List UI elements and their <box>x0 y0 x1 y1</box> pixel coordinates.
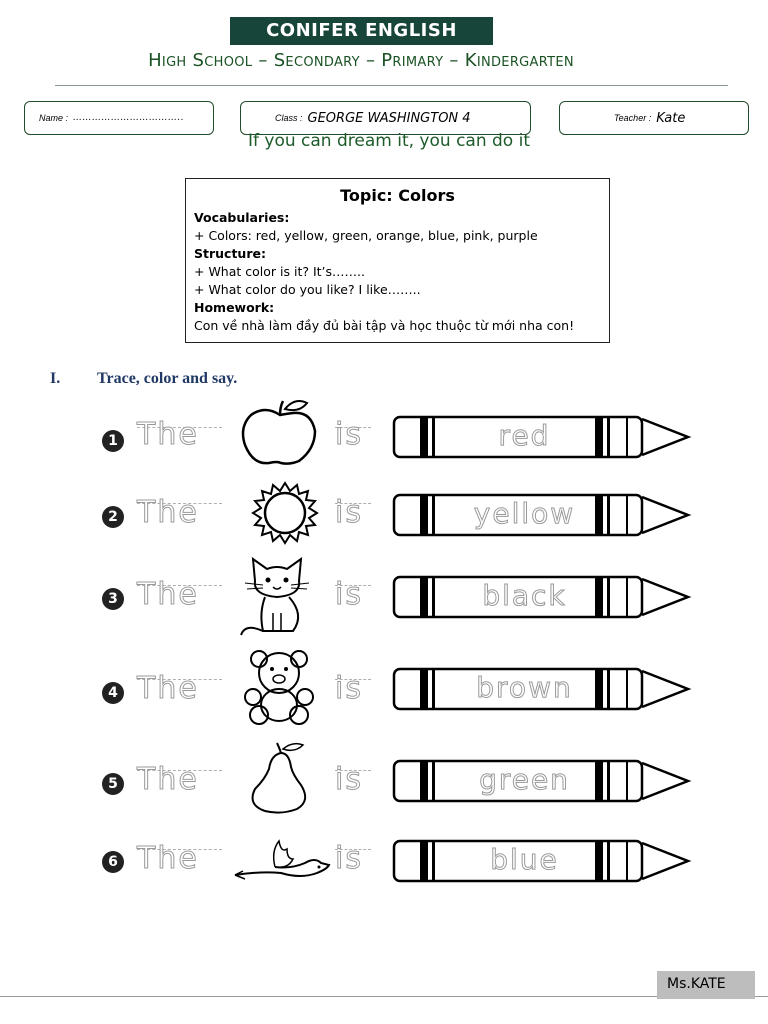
trace-word-is: is <box>335 671 363 706</box>
structure-line-2: + What color do you like? I like…….. <box>194 282 421 297</box>
footer-divider <box>0 996 768 997</box>
header-divider <box>55 85 728 86</box>
exercise-row <box>95 833 703 893</box>
item-number-badge: 5 <box>102 773 124 795</box>
trace-word-the: The <box>137 495 199 530</box>
pear-icon <box>235 739 330 815</box>
homework-text: Con về nhà làm đầy đủ bài tập và học thuộc từ mới nha con! <box>194 318 575 333</box>
topic-title: Topic: Colors <box>340 186 455 205</box>
bear-icon <box>235 649 330 725</box>
section-title: Trace, color and say. <box>97 370 238 387</box>
trace-color-word: yellow <box>473 497 576 530</box>
trace-word-the: The <box>137 671 199 706</box>
trace-color-word: black <box>482 579 567 612</box>
level-high-school: High School <box>148 50 253 71</box>
cat-icon <box>235 553 330 639</box>
exercise-row <box>95 739 703 815</box>
trace-color-word: blue <box>490 843 559 876</box>
teacher-field[interactable]: Teacher : Kate <box>559 101 749 135</box>
level-primary: Primary <box>381 50 444 71</box>
trace-color-word: brown <box>476 671 573 704</box>
topic-box <box>185 178 610 343</box>
trace-word-the: The <box>137 417 199 452</box>
school-levels: High School – Secondary – Primary – Kindergarten <box>148 50 574 71</box>
apple-icon <box>235 397 330 467</box>
structure-heading: Structure: <box>194 246 266 261</box>
author-tag: Ms.KATE <box>657 971 755 999</box>
name-value: …………………………….. <box>73 113 185 123</box>
exercise-row <box>95 397 703 469</box>
item-number-badge: 2 <box>102 506 124 528</box>
bird-icon <box>231 833 336 893</box>
level-kindergarten: Kindergarten <box>464 50 574 71</box>
motto: If you can dream it, you can do it <box>248 131 530 151</box>
name-field[interactable]: Name : …………………………….. <box>24 101 214 135</box>
trace-word-the: The <box>137 577 199 612</box>
trace-word-the: The <box>137 762 199 797</box>
trace-word-is: is <box>335 417 363 452</box>
trace-word-is: is <box>335 762 363 797</box>
section-number: I. <box>50 370 61 387</box>
sun-icon <box>235 479 335 551</box>
teacher-value: Kate <box>656 110 686 126</box>
trace-color-word: green <box>479 763 570 796</box>
item-number-badge: 3 <box>102 588 124 610</box>
exercise-row <box>95 553 703 639</box>
level-secondary: Secondary <box>273 50 360 71</box>
item-number-badge: 6 <box>102 851 124 873</box>
vocab-heading: Vocabularies: <box>194 210 290 225</box>
trace-word-is: is <box>335 577 363 612</box>
section-heading <box>50 370 237 388</box>
structure-line-1: + What color is it? It’s…….. <box>194 264 365 279</box>
class-value: GEORGE WASHINGTON 4 <box>307 110 471 126</box>
vocab-text: + Colors: red, yellow, green, orange, blue, pink, purple <box>194 228 538 243</box>
trace-worksheet <box>95 393 703 893</box>
item-number-badge: 4 <box>102 682 124 704</box>
trace-color-word: red <box>498 419 551 452</box>
exercise-row <box>95 649 703 725</box>
trace-word-is: is <box>335 841 363 876</box>
brand-banner: CONIFER ENGLISH <box>230 17 493 45</box>
trace-word-the: The <box>137 841 199 876</box>
class-field[interactable]: Class : GEORGE WASHINGTON 4 <box>240 101 531 135</box>
homework-heading: Homework: <box>194 300 275 315</box>
trace-word-is: is <box>335 495 363 530</box>
exercise-row <box>95 479 703 551</box>
item-number-badge: 1 <box>102 430 124 452</box>
